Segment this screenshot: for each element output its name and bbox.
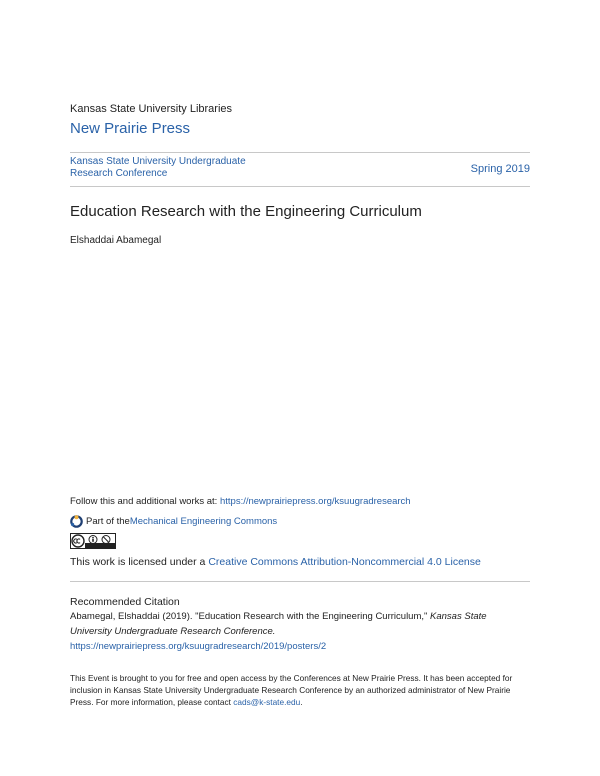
citation-venue: Kansas State University Undergraduate Research Conference. xyxy=(70,611,487,637)
footer-end: . xyxy=(300,697,303,707)
partof-prefix: Part of the xyxy=(86,516,130,527)
footer-notice xyxy=(70,672,530,708)
series-name-line2: Research Conference xyxy=(70,168,168,179)
series-date: Spring 2019 xyxy=(470,163,530,175)
citation-body xyxy=(70,609,530,654)
document-author: Elshaddai Abamegal xyxy=(70,235,162,246)
license-link[interactable]: Creative Commons Attribution-Noncommercial 4.0 License xyxy=(208,556,481,568)
network-icon xyxy=(70,515,83,528)
citation-url-link[interactable]: https://newprairiepress.org/ksuugradresearch/2019/posters/2 xyxy=(70,641,327,652)
series-divider xyxy=(70,186,530,187)
footer-text: This Event is brought to you for free and open access by the Conferences at New Prairie Press. It has been accepted for inclusion in Kansas State University Undergraduate Research Conference by an authorized administrator of New Prairie Press. For more information, please contact xyxy=(70,673,513,707)
mechanical-engineering-commons-link[interactable]: Mechanical Engineering Commons xyxy=(129,516,278,527)
document-title: Education Research with the Engineering Curriculum xyxy=(70,203,422,220)
follow-prefix: Follow this and additional works at: xyxy=(70,496,220,507)
series-name-line1: Kansas State University Undergraduate xyxy=(70,156,246,167)
follow-line xyxy=(70,496,411,507)
library-name: Kansas State University Libraries xyxy=(70,103,233,115)
creative-commons-badge-icon[interactable] xyxy=(70,533,116,549)
license-line xyxy=(70,556,481,568)
partof-line xyxy=(70,515,277,528)
series-name-link[interactable] xyxy=(70,156,300,180)
citation-heading: Recommended Citation xyxy=(70,596,180,608)
license-prefix: This work is licensed under a xyxy=(70,556,209,568)
citation-divider xyxy=(70,581,530,582)
header-divider xyxy=(70,152,530,153)
press-name-link[interactable]: New Prairie Press xyxy=(70,120,191,137)
follow-url-link[interactable]: https://newprairiepress.org/ksuugradresearch xyxy=(219,496,411,507)
contact-email-link[interactable]: cads@k-state.edu xyxy=(233,697,301,707)
citation-text: Abamegal, Elshaddai (2019). "Education Research with the Engineering Curriculum," xyxy=(70,611,431,622)
